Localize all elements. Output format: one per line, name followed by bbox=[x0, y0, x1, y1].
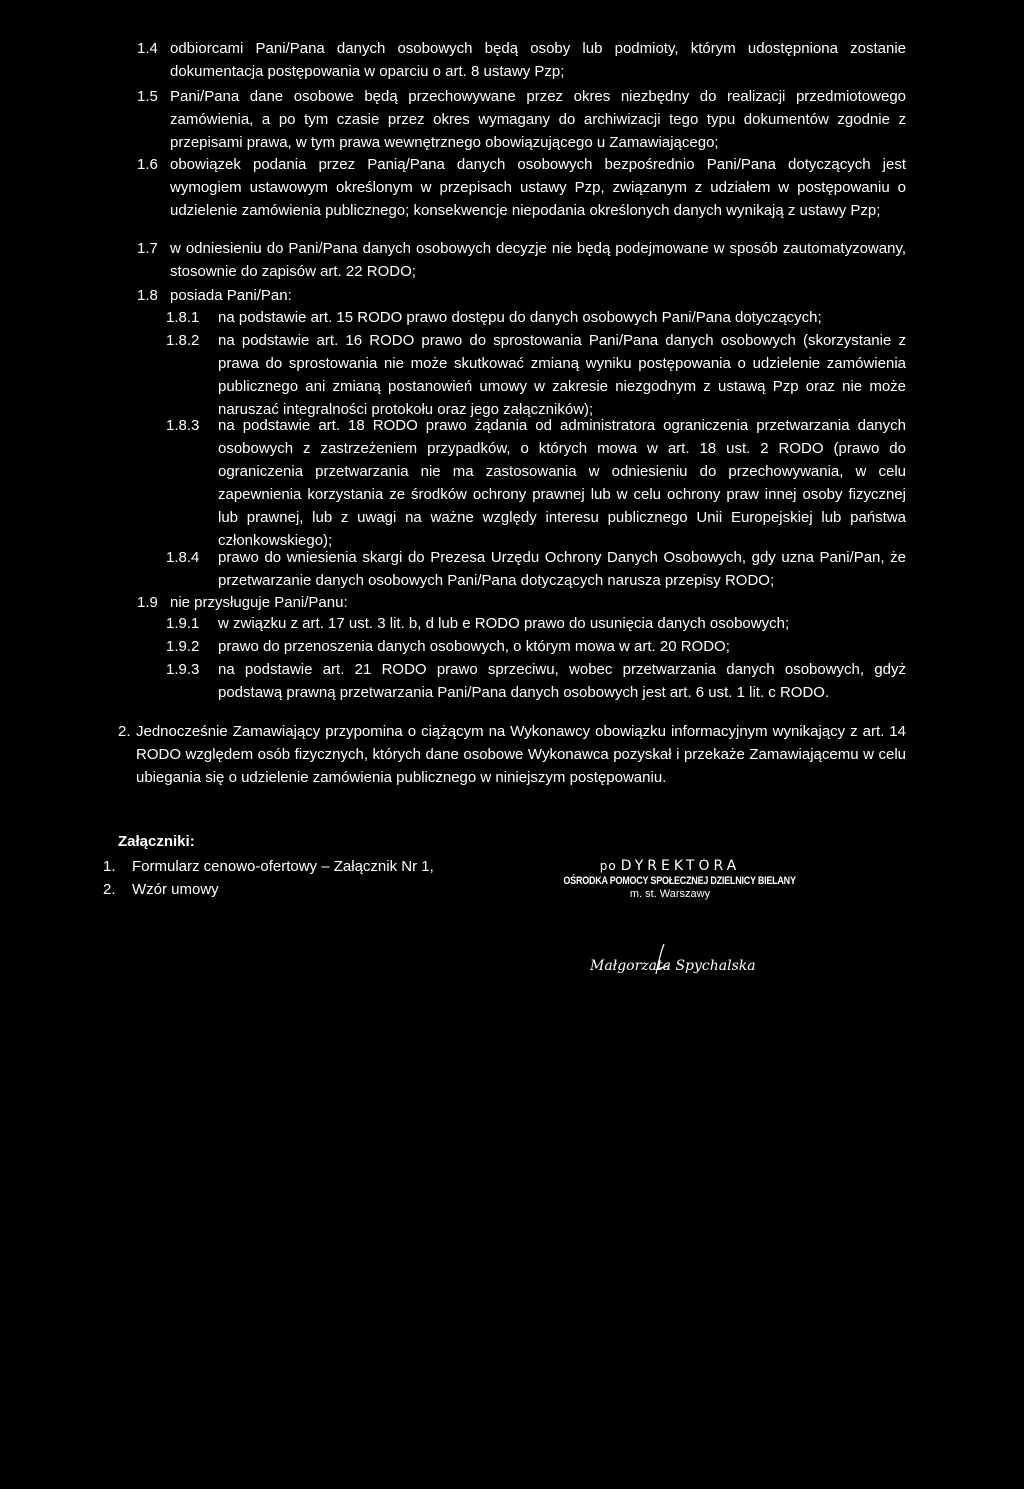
attachment-item bbox=[103, 855, 434, 878]
attachment-number: 1. bbox=[103, 858, 116, 875]
stamp-title bbox=[540, 858, 800, 874]
item-number: 1.8.2 bbox=[166, 332, 200, 349]
item-number: 1.9 bbox=[137, 594, 158, 611]
signature bbox=[590, 958, 756, 974]
item-number: 1.9.2 bbox=[166, 638, 200, 655]
item-number: 1.4 bbox=[137, 40, 158, 57]
attachments-list bbox=[103, 855, 434, 901]
stamp-po: po bbox=[599, 859, 617, 873]
item-text: na podstawie art. 16 RODO prawo do sprostowania Pani/Pana danych osobowych (skorzystanie z prawa do sprostowania nie może skutkować zmianą wyniku postępowania o udzielenie zamówienia publicznego ani zmianą postanowień umowy w zakresie niezgodnym z ustawą Pzp oraz nie może naruszać integralności protokołu oraz jego załączników); bbox=[218, 332, 906, 418]
item-text: odbiorcami Pani/Pana danych osobowych będą osoby lub podmioty, którym udostępniona zostanie dokumentacja postępowania w oparciu o art. 8 ustawy Pzp; bbox=[170, 40, 906, 80]
item-number: 2. bbox=[118, 723, 131, 740]
item-number: 1.8 bbox=[137, 287, 158, 304]
item-number: 1.8.4 bbox=[166, 549, 200, 566]
item-text: prawo do przenoszenia danych osobowych, o którym mowa w art. 20 RODO; bbox=[218, 638, 730, 655]
item-number: 1.6 bbox=[137, 156, 158, 173]
stamp-city: m. st. Warszawy bbox=[629, 888, 711, 900]
item-number: 1.8.3 bbox=[166, 417, 200, 434]
director-stamp bbox=[540, 858, 800, 900]
item-text: na podstawie art. 15 RODO prawo dostępu do danych osobowych Pani/Pana dotyczących; bbox=[218, 309, 822, 326]
item-text: Pani/Pana dane osobowe będą przechowywane przez okres niezbędny do realizacji przedmiotowego zamówienia, a po tym czasie przez okres wymagany do archiwizacji tego typu dokumentów zgodnie z przepisami prawa, w tym prawa wewnętrznego obowiązującego u Zamawiającego; bbox=[170, 88, 906, 151]
item-text: obowiązek podania przez Panią/Pana danych osobowych bezpośrednio Pani/Pana dotyczących jest wymogiem ustawowym określonym w przepisach ustawy Pzp, związanym z udziałem w postępowaniu o udzielenie zamówienia publicznego; konsekwencje niepodania określonych danych wynikają z ustawy Pzp; bbox=[170, 156, 906, 219]
item-text: w odniesieniu do Pani/Pana danych osobowych decyzje nie będą podejmowane w sposób zautomatyzowany, stosownie do zapisów art. 22 RODO; bbox=[170, 240, 906, 280]
item-text: w związku z art. 17 ust. 3 lit. b, d lub e RODO prawo do usunięcia danych osobowych; bbox=[218, 615, 790, 632]
item-number: 1.9.1 bbox=[166, 615, 200, 632]
item-text: Jednocześnie Zamawiający przypomina o ciążącym na Wykonawcy obowiązku informacyjnym wynikający z art. 14 RODO względem osób fizycznych, których dane osobowe Wykonawca pozyskał i przekaże Zamawiającemu w celu ubiegania się o udzielenie zamówienia publicznego w niniejszym postępowaniu. bbox=[136, 723, 906, 786]
stamp-title-text: DYREKTORA bbox=[620, 858, 741, 874]
item-number: 1.7 bbox=[137, 240, 158, 257]
item-text: na podstawie art. 21 RODO prawo sprzeciwu, wobec przetwarzania danych osobowych, gdyż podstawą prawną przetwarzania Pani/Pana danych osobowych jest art. 6 ust. 1 lit. c RODO. bbox=[218, 661, 906, 701]
item-text: nie przysługuje Pani/Panu: bbox=[170, 594, 348, 611]
item-text: na podstawie art. 18 RODO prawo żądania od administratora ograniczenia przetwarzania danych osobowych z zastrzeżeniem przypadków, o których mowa w art. 18 ust. 2 RODO (prawo do ograniczenia przetwarzania nie ma zastosowania w odniesieniu do przechowywania, w celu zapewnienia korzystania ze środków ochrony prawnej lub w celu ochrony praw innej osoby fizycznej lub prawnej, lub z uwagi na ważne względy interesu publicznego Unii Europejskiej lub państwa członkowskiego); bbox=[218, 417, 906, 549]
item-text: posiada Pani/Pan: bbox=[170, 287, 292, 304]
attachment-number: 2. bbox=[103, 881, 116, 898]
attachment-text: Wzór umowy bbox=[132, 881, 219, 898]
attachment-item bbox=[103, 878, 434, 901]
item-number: 1.8.1 bbox=[166, 309, 200, 326]
stamp-organization: OŚRODKA POMOCY SPOŁECZNEJ DZIELNICY BIELANY bbox=[563, 875, 796, 887]
item-text: prawo do wniesienia skargi do Prezesa Urzędu Ochrony Danych Osobowych, gdy uzna Pani/Pan, że przetwarzanie danych osobowych Pani/Pana dotyczących narusza przepisy RODO; bbox=[218, 549, 906, 589]
attachment-text: Formularz cenowo-ofertowy – Załącznik Nr 1, bbox=[132, 858, 434, 875]
item-number: 1.9.3 bbox=[166, 661, 200, 678]
item-number: 1.5 bbox=[137, 88, 158, 105]
attachments-title: Załączniki: bbox=[118, 833, 195, 850]
signature-name: Małgorzata Spychalska bbox=[590, 958, 756, 974]
signature-stroke-icon bbox=[652, 942, 672, 976]
